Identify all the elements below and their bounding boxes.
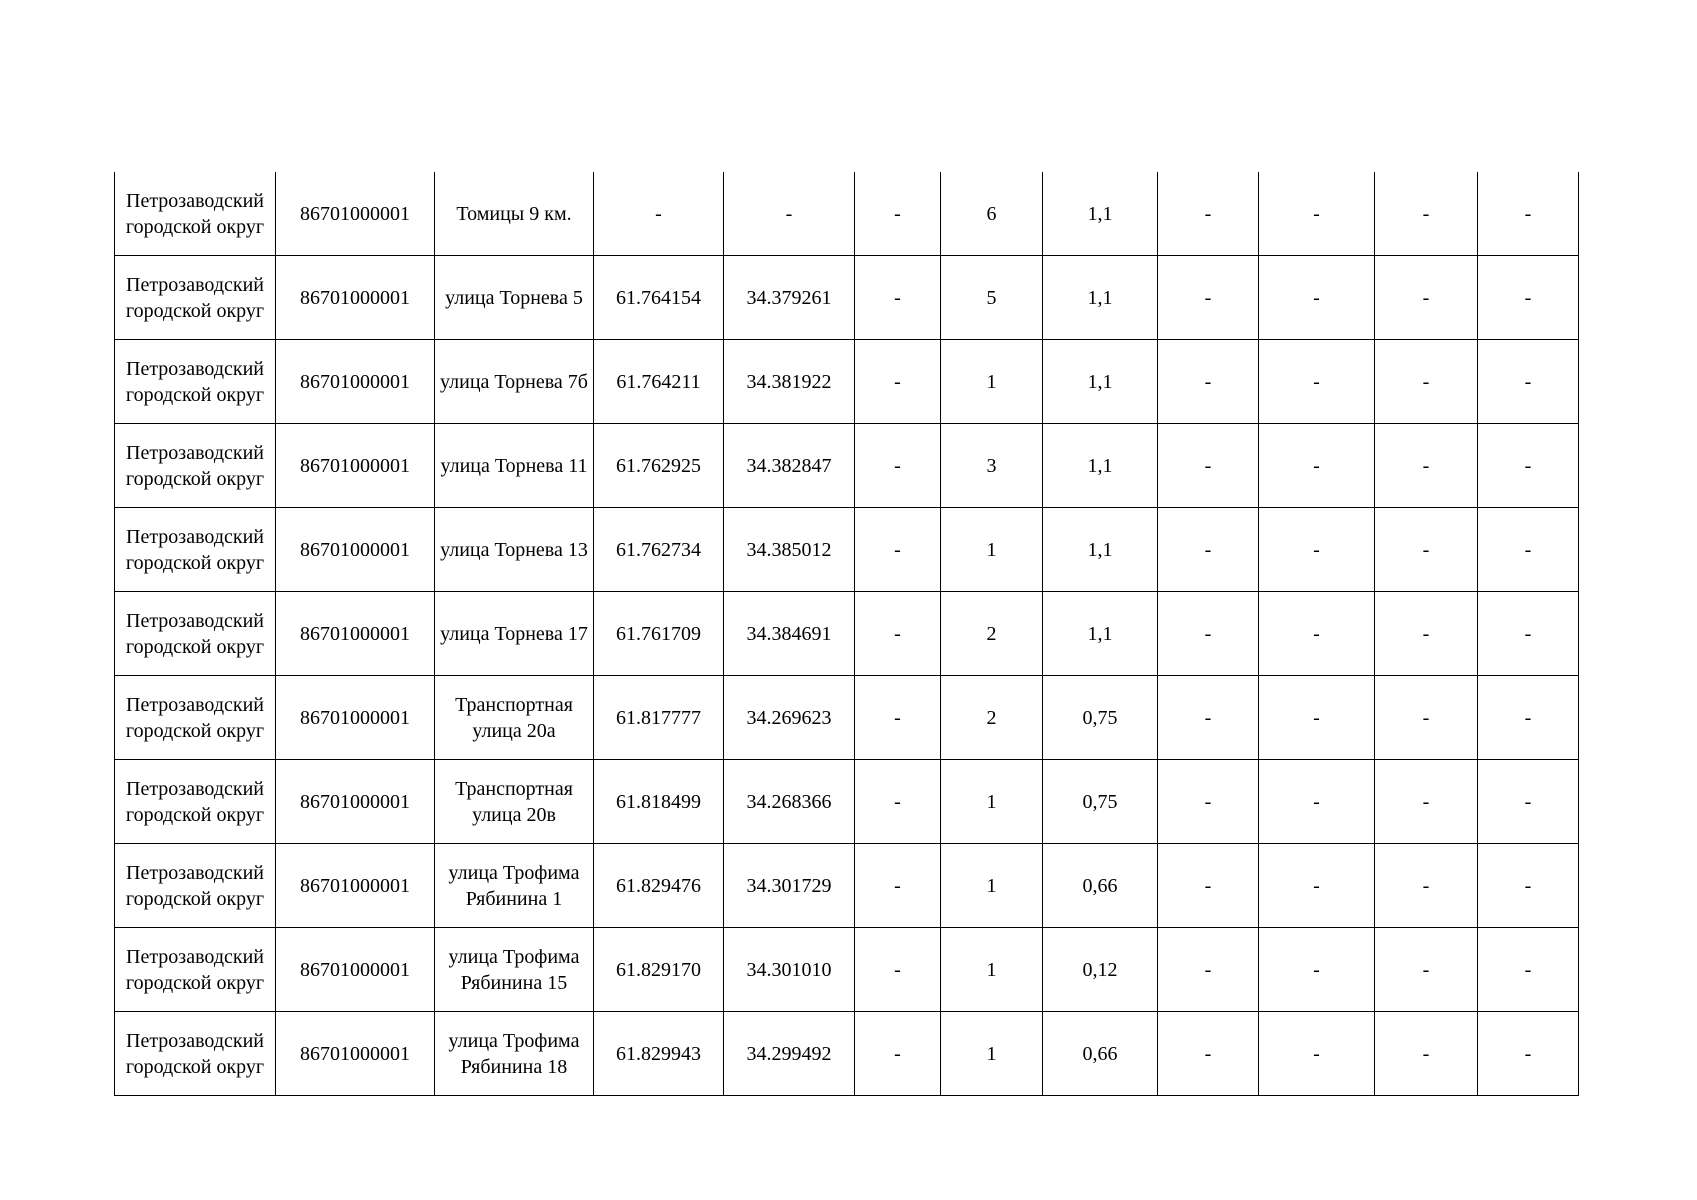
container-sites-table	[114, 172, 1579, 1096]
oktmo-code-cell: 86701000001	[276, 1012, 435, 1096]
column-12-cell: -	[1478, 928, 1579, 1012]
column-10-cell: -	[1259, 844, 1375, 928]
column-11-cell: -	[1375, 760, 1478, 844]
table-row	[115, 760, 1579, 844]
table-row	[115, 508, 1579, 592]
table-row	[115, 256, 1579, 340]
address-cell: улица Трофима Рябинина 18	[435, 1012, 594, 1096]
column-9-cell: -	[1158, 676, 1259, 760]
address-cell: улица Трофима Рябинина 15	[435, 928, 594, 1012]
column-6-cell: -	[855, 424, 941, 508]
municipality-cell: Петрозаводский городской округ	[115, 844, 276, 928]
column-10-cell: -	[1259, 340, 1375, 424]
column-11-cell: -	[1375, 1012, 1478, 1096]
longitude-cell: 34.268366	[724, 760, 855, 844]
container-volume-cell: 1,1	[1043, 424, 1158, 508]
column-9-cell: -	[1158, 508, 1259, 592]
column-11-cell: -	[1375, 508, 1478, 592]
longitude-cell: 34.301010	[724, 928, 855, 1012]
address-cell: улица Торнева 11	[435, 424, 594, 508]
column-12-cell: -	[1478, 760, 1579, 844]
longitude-cell: 34.385012	[724, 508, 855, 592]
oktmo-code-cell: 86701000001	[276, 676, 435, 760]
column-9-cell: -	[1158, 592, 1259, 676]
table-body	[115, 172, 1579, 1096]
column-12-cell: -	[1478, 844, 1579, 928]
container-count-cell: 1	[941, 844, 1043, 928]
column-12-cell: -	[1478, 256, 1579, 340]
address-cell: улица Торнева 17	[435, 592, 594, 676]
container-count-cell: 6	[941, 172, 1043, 256]
container-volume-cell: 0,66	[1043, 844, 1158, 928]
container-count-cell: 1	[941, 928, 1043, 1012]
column-9-cell: -	[1158, 1012, 1259, 1096]
table-row	[115, 1012, 1579, 1096]
container-volume-cell: 0,12	[1043, 928, 1158, 1012]
oktmo-code-cell: 86701000001	[276, 172, 435, 256]
municipality-cell: Петрозаводский городской округ	[115, 676, 276, 760]
column-9-cell: -	[1158, 172, 1259, 256]
table-row	[115, 676, 1579, 760]
address-cell: Транспортная улица 20а	[435, 676, 594, 760]
column-10-cell: -	[1259, 172, 1375, 256]
container-volume-cell: 0,75	[1043, 760, 1158, 844]
latitude-cell: 61.829476	[594, 844, 724, 928]
municipality-cell: Петрозаводский городской округ	[115, 1012, 276, 1096]
municipality-cell: Петрозаводский городской округ	[115, 592, 276, 676]
table-row	[115, 928, 1579, 1012]
latitude-cell: -	[594, 172, 724, 256]
column-12-cell: -	[1478, 592, 1579, 676]
container-count-cell: 2	[941, 676, 1043, 760]
column-6-cell: -	[855, 760, 941, 844]
container-count-cell: 1	[941, 1012, 1043, 1096]
column-12-cell: -	[1478, 424, 1579, 508]
latitude-cell: 61.817777	[594, 676, 724, 760]
latitude-cell: 61.762734	[594, 508, 724, 592]
column-10-cell: -	[1259, 424, 1375, 508]
latitude-cell: 61.764154	[594, 256, 724, 340]
column-9-cell: -	[1158, 844, 1259, 928]
column-9-cell: -	[1158, 928, 1259, 1012]
container-volume-cell: 1,1	[1043, 172, 1158, 256]
container-count-cell: 5	[941, 256, 1043, 340]
longitude-cell: 34.269623	[724, 676, 855, 760]
column-10-cell: -	[1259, 592, 1375, 676]
oktmo-code-cell: 86701000001	[276, 424, 435, 508]
column-11-cell: -	[1375, 424, 1478, 508]
column-11-cell: -	[1375, 844, 1478, 928]
column-6-cell: -	[855, 676, 941, 760]
address-cell: улица Торнева 7б	[435, 340, 594, 424]
longitude-cell: 34.381922	[724, 340, 855, 424]
municipality-cell: Петрозаводский городской округ	[115, 340, 276, 424]
column-11-cell: -	[1375, 676, 1478, 760]
column-6-cell: -	[855, 340, 941, 424]
column-6-cell: -	[855, 928, 941, 1012]
container-count-cell: 2	[941, 592, 1043, 676]
column-10-cell: -	[1259, 508, 1375, 592]
column-9-cell: -	[1158, 760, 1259, 844]
container-count-cell: 1	[941, 340, 1043, 424]
longitude-cell: -	[724, 172, 855, 256]
table-row	[115, 844, 1579, 928]
oktmo-code-cell: 86701000001	[276, 256, 435, 340]
latitude-cell: 61.829170	[594, 928, 724, 1012]
column-11-cell: -	[1375, 340, 1478, 424]
column-12-cell: -	[1478, 172, 1579, 256]
container-count-cell: 3	[941, 424, 1043, 508]
longitude-cell: 34.299492	[724, 1012, 855, 1096]
column-11-cell: -	[1375, 928, 1478, 1012]
municipality-cell: Петрозаводский городской округ	[115, 256, 276, 340]
column-12-cell: -	[1478, 676, 1579, 760]
column-12-cell: -	[1478, 340, 1579, 424]
address-cell: улица Торнева 13	[435, 508, 594, 592]
container-count-cell: 1	[941, 508, 1043, 592]
latitude-cell: 61.762925	[594, 424, 724, 508]
address-cell: Транспортная улица 20в	[435, 760, 594, 844]
oktmo-code-cell: 86701000001	[276, 928, 435, 1012]
longitude-cell: 34.301729	[724, 844, 855, 928]
column-11-cell: -	[1375, 256, 1478, 340]
container-volume-cell: 0,66	[1043, 1012, 1158, 1096]
address-cell: Томицы 9 км.	[435, 172, 594, 256]
column-11-cell: -	[1375, 592, 1478, 676]
table-row	[115, 340, 1579, 424]
container-volume-cell: 0,75	[1043, 676, 1158, 760]
column-12-cell: -	[1478, 1012, 1579, 1096]
column-10-cell: -	[1259, 760, 1375, 844]
column-6-cell: -	[855, 592, 941, 676]
column-10-cell: -	[1259, 1012, 1375, 1096]
table-row	[115, 424, 1579, 508]
table-row	[115, 172, 1579, 256]
longitude-cell: 34.382847	[724, 424, 855, 508]
column-9-cell: -	[1158, 424, 1259, 508]
latitude-cell: 61.818499	[594, 760, 724, 844]
latitude-cell: 61.764211	[594, 340, 724, 424]
column-6-cell: -	[855, 844, 941, 928]
address-cell: улица Торнева 5	[435, 256, 594, 340]
latitude-cell: 61.829943	[594, 1012, 724, 1096]
municipality-cell: Петрозаводский городской округ	[115, 760, 276, 844]
table-row	[115, 592, 1579, 676]
municipality-cell: Петрозаводский городской округ	[115, 928, 276, 1012]
latitude-cell: 61.761709	[594, 592, 724, 676]
container-count-cell: 1	[941, 760, 1043, 844]
municipality-cell: Петрозаводский городской округ	[115, 424, 276, 508]
container-volume-cell: 1,1	[1043, 592, 1158, 676]
longitude-cell: 34.379261	[724, 256, 855, 340]
oktmo-code-cell: 86701000001	[276, 508, 435, 592]
column-6-cell: -	[855, 1012, 941, 1096]
municipality-cell: Петрозаводский городской округ	[115, 172, 276, 256]
column-12-cell: -	[1478, 508, 1579, 592]
column-11-cell: -	[1375, 172, 1478, 256]
container-volume-cell: 1,1	[1043, 256, 1158, 340]
oktmo-code-cell: 86701000001	[276, 340, 435, 424]
municipality-cell: Петрозаводский городской округ	[115, 508, 276, 592]
oktmo-code-cell: 86701000001	[276, 844, 435, 928]
column-10-cell: -	[1259, 676, 1375, 760]
column-9-cell: -	[1158, 256, 1259, 340]
container-volume-cell: 1,1	[1043, 340, 1158, 424]
column-10-cell: -	[1259, 928, 1375, 1012]
column-9-cell: -	[1158, 340, 1259, 424]
container-volume-cell: 1,1	[1043, 508, 1158, 592]
oktmo-code-cell: 86701000001	[276, 592, 435, 676]
column-10-cell: -	[1259, 256, 1375, 340]
column-6-cell: -	[855, 256, 941, 340]
longitude-cell: 34.384691	[724, 592, 855, 676]
column-6-cell: -	[855, 172, 941, 256]
address-cell: улица Трофима Рябинина 1	[435, 844, 594, 928]
oktmo-code-cell: 86701000001	[276, 760, 435, 844]
column-6-cell: -	[855, 508, 941, 592]
